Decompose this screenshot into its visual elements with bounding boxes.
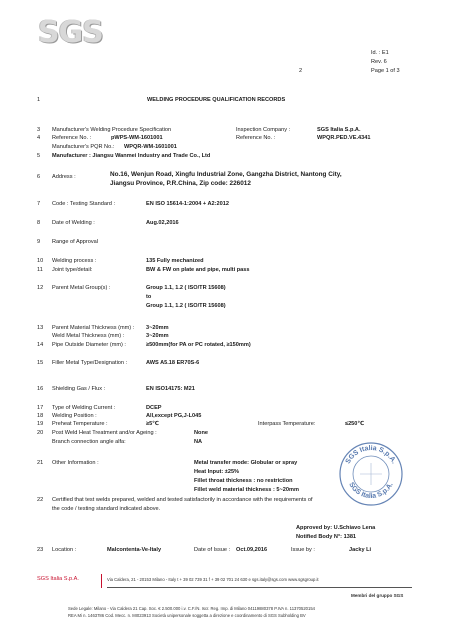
- field-value: pWPS-WM-1601001: [111, 135, 163, 141]
- row-num: 13: [37, 325, 44, 331]
- other-info-line: Heat Input: ±25%: [194, 469, 240, 475]
- field-label: Joint type/detail:: [52, 267, 93, 273]
- row-num: 4: [37, 135, 41, 141]
- field-label: Shielding Gas / Flux :: [52, 386, 106, 392]
- section-heading: Range of Approval: [52, 239, 99, 245]
- inspection-company: SGS Italia S.p.A.: [317, 127, 361, 133]
- field-value: Group 1.1, 1.2 ( ISO/TR 15608): [146, 303, 226, 309]
- welding-date: Aug.02,2016: [146, 220, 179, 226]
- field-label: Interpass Temperature:: [258, 421, 316, 427]
- footer-member: Membri del gruppo SGS: [351, 593, 404, 598]
- field-value: ≥500mm(for PA or PC rotated, ≥150mm): [146, 342, 251, 348]
- field-label: Branch connection angle alfa:: [52, 439, 126, 445]
- field-label: Date of Issue :: [194, 547, 231, 553]
- field-label: Preheat Temperature :: [52, 421, 108, 427]
- field-value: DCEP: [146, 405, 162, 411]
- address-line-2: Jiangsu Province, P.R.China, Zip code: 226012: [110, 180, 251, 187]
- footer-rule: [107, 587, 412, 588]
- row-num: 9: [37, 239, 41, 245]
- footer-legal: Sede Legale: Milano - Via Caldera 21 Cap. Soc. € 2.500.000 i.v. C.F./N. Iscr. Reg. Imp. di Milano 04119880378 P.IVA n. 11370520154: [68, 606, 315, 611]
- svg-text:SGS Italia S.p.A.: [345, 445, 398, 465]
- issue-date: Oct.09,2016: [236, 547, 268, 553]
- row-num: 23: [37, 547, 44, 553]
- field-label: Post Weld Heat Treatment and/or Ageing :: [52, 430, 157, 436]
- field-value: EN ISO14175: M21: [146, 386, 195, 392]
- doc-revision: Rev. 6: [371, 59, 387, 65]
- field-value: to: [146, 294, 152, 300]
- field-value: EN ISO 15614-1:2004 + A2:2012: [146, 201, 229, 207]
- field-label: Parent Metal Group(s) :: [52, 285, 111, 291]
- field-value: ≥5℃: [146, 421, 159, 427]
- row-num: 20: [37, 430, 44, 436]
- field-label: Pipe Outside Diameter (mm) :: [52, 342, 126, 348]
- field-value: None: [194, 430, 208, 436]
- certification-text: the code / testing standard indicated above.: [52, 506, 161, 512]
- field-label: Date of Welding :: [52, 220, 95, 226]
- issued-by: Jacky Li: [349, 547, 372, 553]
- row-num: 10: [37, 258, 44, 264]
- page-title: WELDING PROCEDURE QUALIFICATION RECORDS: [147, 97, 286, 103]
- field-value: AWS A5.18 ER70S-6: [146, 360, 200, 366]
- row-num: 17: [37, 405, 44, 411]
- footer-divider: [101, 574, 102, 588]
- stamp-text-top: SGS Italia S.p.A.: [344, 444, 398, 466]
- field-label: Manufacturer's Welding Procedure Specification: [52, 127, 172, 133]
- field-value: 3~20mm: [146, 333, 169, 339]
- address-line-1: No.16, Wenjun Road, Xingfu Industrial Zone, Gangzha District, Nantong City,: [110, 171, 342, 178]
- row-num: 8: [37, 220, 41, 226]
- stamp-text-bottom: SGS Italia S.p.A.: [347, 481, 395, 501]
- field-value: BW & FW on plate and pipe, multi pass: [146, 267, 250, 273]
- row-num: 12: [37, 285, 44, 291]
- field-label: Parent Material Thickness (mm) :: [52, 325, 135, 331]
- field-label: Issue by :: [291, 547, 315, 553]
- row-num: 21: [37, 460, 44, 466]
- row-num: 16: [37, 386, 44, 392]
- field-label: Type of Welding Current :: [52, 405, 116, 411]
- field-value: NA: [194, 439, 203, 445]
- field-label: Reference No. :: [52, 135, 92, 141]
- field-label: Welding process :: [52, 258, 97, 264]
- row-num: 5: [37, 153, 41, 159]
- certification-text: Certified that test welds prepared, welded and tested satisfactorily in accordance with the requirements of: [52, 497, 313, 503]
- location-value: Malcontenta-Ve-Italy: [107, 547, 162, 553]
- field-value: Group 1.1, 1.2 ( ISO/TR 15608): [146, 285, 226, 291]
- manufacturer: Manufacturer : Jiangsu Wanmei Industry and Trade Co., Ltd: [52, 153, 211, 159]
- field-label: Inspection Company :: [236, 127, 291, 133]
- title-number: 1: [37, 97, 41, 103]
- row-num: 14: [37, 342, 44, 348]
- row-num: 19: [37, 421, 44, 427]
- row-num: 11: [37, 267, 43, 273]
- other-info-line: Metal transfer mode: Globular or spray: [194, 460, 298, 466]
- field-label: Reference No. :: [236, 135, 276, 141]
- stamp-seal-icon: [338, 441, 404, 507]
- row-num: 15: [37, 360, 44, 366]
- other-info-line: Fillet throat thickness : no restriction: [194, 478, 293, 484]
- field-label: Address :: [52, 174, 76, 180]
- field-value: WPQR-WM-1601001: [124, 144, 177, 150]
- field-label: Code : Testing Standard :: [52, 201, 116, 207]
- page-of: Page 1 of 3: [371, 68, 400, 74]
- field-label: Weld Metal Thickness (mm) :: [52, 333, 125, 339]
- field-value: All,except PG,J-L045: [146, 413, 202, 419]
- field-label: Location :: [52, 547, 77, 553]
- field-value: ≤250℃: [345, 421, 365, 427]
- field-label: Manufacturer's PQR No.:: [52, 144, 115, 150]
- row-num: 6: [37, 174, 41, 180]
- field-value: 3~20mm: [146, 325, 169, 331]
- company-stamp: [338, 441, 404, 507]
- field-label: Other Information :: [52, 460, 99, 466]
- other-info-line: Fillet weld material thickness : 5~20mm: [194, 487, 299, 493]
- row-num: 22: [37, 497, 44, 503]
- sgs-logo: SGS: [38, 15, 103, 50]
- footer-address: Via Caldera, 21 - 20153 Milano - Italy t + 39 02 739 31 f + 39 02 701 24 630 e sgs.italy@sgs.com www.sgsgroup.it: [107, 577, 319, 582]
- field-label: Welding Position :: [52, 413, 97, 419]
- notified-body: Notified Body N°: 1381: [296, 534, 357, 540]
- doc-id: Id. : E1: [371, 50, 389, 56]
- row-num: 3: [37, 127, 41, 133]
- row-num: 7: [37, 201, 41, 207]
- approved-by: Approved by: U.Schiavo Lena: [296, 525, 376, 531]
- page-number: 2: [299, 68, 303, 74]
- footer-company: SGS Italia S.p.A.: [37, 576, 79, 582]
- reference-number: WPQR.PED.VE.4341: [317, 135, 371, 141]
- field-label: Filler Metal Type/Designation :: [52, 360, 128, 366]
- footer-legal: REA Mi n. 1463786 Cod. Mecc. n. MI023913 Società unipersonale soggetta a direzione e coordinamento di SGS Subholding BV: [68, 613, 306, 618]
- row-num: 18: [37, 413, 44, 419]
- field-value: 135 Fully mechanized: [146, 258, 204, 264]
